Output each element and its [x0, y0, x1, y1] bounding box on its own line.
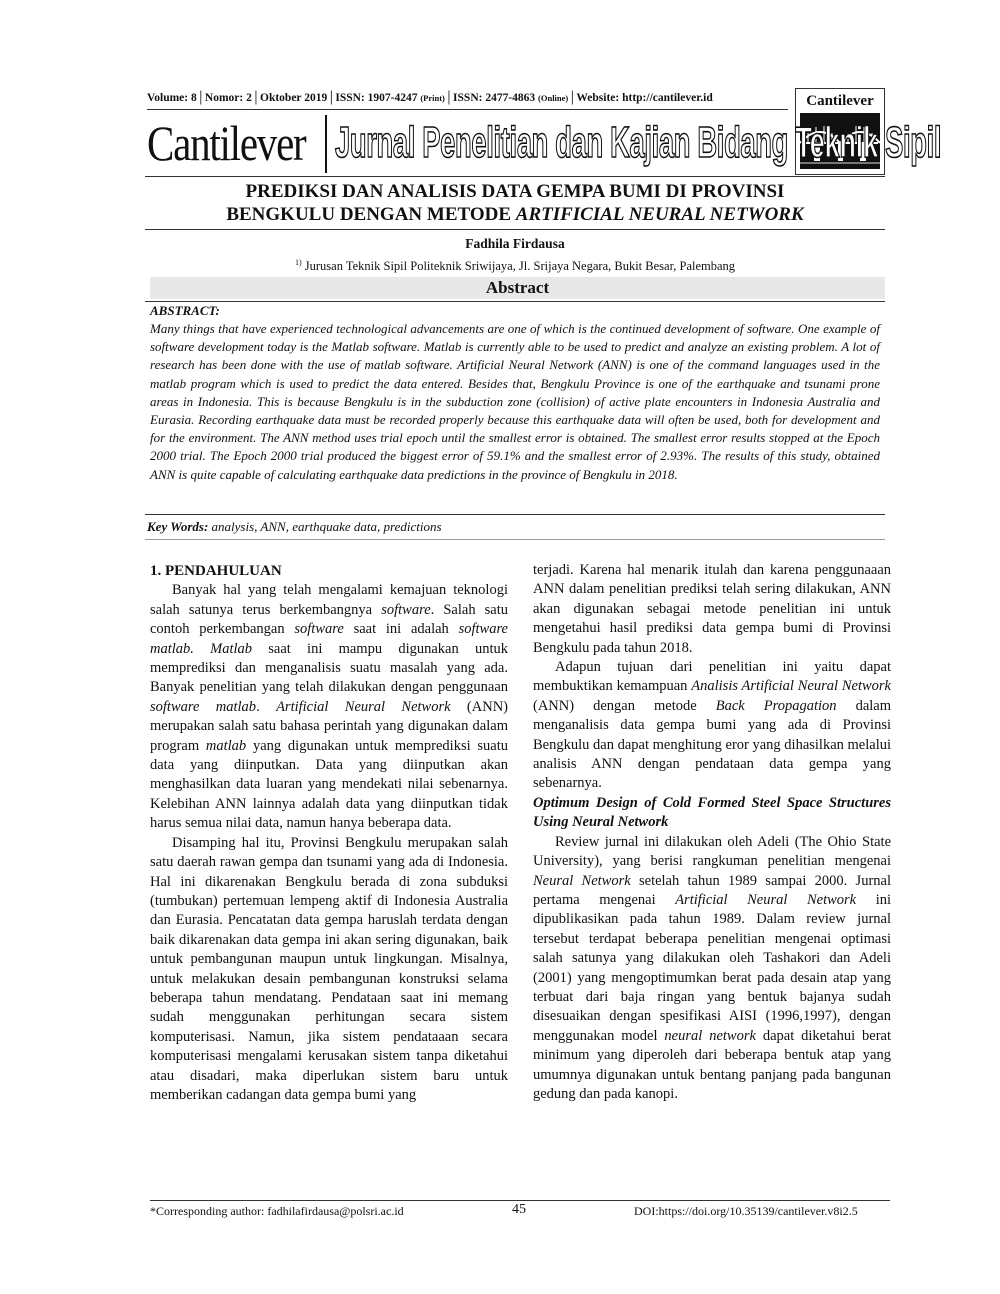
meta-divider [147, 109, 788, 110]
abstract-bottom-divider [145, 514, 885, 515]
keywords-label: Key Words: [147, 519, 209, 534]
left-column [150, 562, 508, 1105]
right-column [533, 561, 891, 1104]
issue-number: Nomor: 2 [204, 92, 252, 104]
abstract-heading: Abstract [150, 277, 885, 299]
abstract-label: ABSTRACT: [150, 303, 220, 318]
author-name: Fadhila Firdausa [465, 236, 565, 251]
keywords-text: analysis, ANN, earthquake data, predictions [208, 519, 442, 534]
journal-meta-line: Volume: 8│Nomor: 2│Oktober 2019│ISSN: 1907-4247 (Print)│ISSN: 2477-4863 (Online)│Website: http://cantilever.id [147, 92, 713, 104]
issn-print: ISSN: 1907-4247 [335, 92, 418, 104]
subsection-heading: Optimum Design of Cold Formed Steel Space Structures Using Neural Network [533, 794, 891, 831]
affiliation [145, 258, 885, 274]
keywords [147, 519, 442, 535]
title-line-1: PREDIKSI DAN ANALISIS DATA GEMPA BUMI DI PROVINSI [245, 181, 785, 202]
issn-online: ISSN: 2477-4863 [453, 92, 536, 104]
paragraph-3: terjadi. Karena hal menarik itulah dan karena penggunaaan ANN dalam penelitian prediksi telah sering dilakukan, ANN akan digunakan sebagai metode penelitian ini untuk mengetahui hasil prediksi data gempa bumi di Provinsi Bengkulu pada tahun 2018. [533, 562, 891, 656]
paragraph-2: Disamping hal itu, Provinsi Bengkulu merupakan salah satu daerah rawan gempa dan tsunami yang ada di Indonesia. Hal ini dikarenakan Bengkulu berada di zona subduksi (tumbukan) pertemuan lempeng aktif di Indonesia Australia dan Eurasia. Pencatatan data gempa haruslah terdata dengan baik dikarenakan data gempa ini akan sering digunakan, baik untuk pembangunan maupun untuk lingkungan. Misalnya, untuk melakukan desain pembangunan konstruksi selama beberapa tahun mendatang. Pendataan saat ini memang sudah menggunakan perhitungan secara sistem komputerisasi. Namun, jika sistem pendataaan secara komputerisasi mengalami kerusakan sistem tanpa diketahui atau disadari, maka diperlukan sistem baru untuk memberikan cadangan data gempa bumi yang [150, 834, 508, 1103]
logo-text: Cantilever [806, 93, 874, 109]
abstract-text: Many things that have experienced technological advancements are one of which is the continued development of software. One example of software development today is the Matlab software. Matlab is currently able to be used to predict and analyze an existing problem. A lot of research has been done with the use of matlab software. Artificial Neural Network (ANN) is one of the command languages used in the matlab program which is used to predict the data entered. Besides that, Bengkulu Province is one of the earthquake and tsunami prone areas in Indonesia. This is because Bengkulu is in the subduction zone (collision) of active plate encounters in Indonesia Australia and Eurasia. Recording earthquake data must be recorded properly because this earthquake data will often be used, both for development and for the environment. The ANN method uses trial epoch until the smallest error is obtained. The smallest error results stopped at the Epoch 2000 trial. The Epoch 2000 trial produced the biggest error of 59.1% and the smallest error of 2.93%. The results of this study, obtained ANN is quite capable of calculating earthquake data predictions in the province of Bengkulu in 2018. [150, 321, 880, 482]
title-line-2-plain: BENGKULU DENGAN METODE [226, 204, 516, 225]
journal-name: Cantilever [147, 115, 306, 171]
volume: Volume: 8 [147, 92, 197, 104]
section-heading: 1. PENDAHULUAN [150, 563, 282, 579]
paragraph-4: Adapun tujuan dari penelitian ini yaitu dapat membuktikan kemampuan Analisis Artificial Neural Network (ANN) dengan metode Back Propagation dalam menganalisis data gempa bumi yang ada di Provinsi Bengkulu dan dapat menghitung eror yang dihasilkan melalui analisis ANN dengan pendataan data gempa yang sebenarnya. [533, 659, 891, 792]
abstract-divider [145, 301, 885, 302]
affiliation-mark: 1) [294, 258, 302, 267]
paragraph-1: Banyak hal yang telah mengalami kemajuan teknologi salah satunya terus berkembangnya software. Salah satu contoh perkembangan software saat ini adalah software matlab. Matlab saat ini mampu digunakan untuk memprediksi dan menganalisis suatu masalah yang ada. Banyak penelitian yang telah dilakukan dengan penggunaan software matlab. Artificial Neural Network (ANN) merupakan salah satu bahasa perintah yang digunakan dalam program matlab yang digunakan untuk memprediksi suatu data yang diinputkan. Data yang diinputkan akan menghasilkan data luaran yang mendekati nilai sebenarnya. Kelebihan ANN lainnya adalah data yang diinputkan tidak harus semua nilai data, namun hanya beberapa data. [150, 582, 509, 832]
website-link[interactable]: cantilever.id [652, 92, 713, 104]
online-tag: (Online) [538, 93, 569, 103]
paragraph-5: Review jurnal ini dilakukan oleh Adeli (The Ohio State University), yang berisi rangkuman penelitian mengenai Neural Network setelah tahun 1989 sampai 2000. Jurnal pertama mengenai Artificial Neural Network ini dipublikasikan pada tahun 1989. Dalam review jurnal tersebut terdapat beberapa penelitian mengenai optimasi salah satunya yang dilakukan oleh Tashakori dan Adeli (2001) yang mengoptimumkan berat pada desain atap yang terbuat dari baja ringan yang bentuk bajanya sudah disesuaikan dengan spesifikasi AISI (1996,1997), dengan menggunakan model neural network dapat diketahui berat minimum yang diperoleh dari beberapa bentuk atap yang umumnya digunakan untuk bentang panjang pada bangunan gedung dan pada kanopi. [533, 833, 892, 1102]
title-divider [145, 229, 885, 230]
print-tag: (Print) [420, 93, 445, 103]
doi-link[interactable]: DOI:https://doi.org/10.35139/cantilever.v8i2.5 [634, 1204, 858, 1218]
title-line-2 [145, 203, 885, 226]
website-label: Website: http:// [576, 92, 653, 104]
corresponding-author: *Corresponding author: fadhilafirdausa@polsri.ac.id [150, 1204, 404, 1218]
header-separator [325, 115, 327, 173]
paper-title [145, 180, 885, 226]
page-number: 45 [512, 1202, 526, 1217]
footer-divider [150, 1200, 890, 1201]
title-line-2-italic: ARTIFICIAL NEURAL NETWORK [515, 204, 804, 225]
keywords-divider [145, 539, 885, 540]
journal-subtitle: Jurnal Penelitian dan Kajian Bidang Teknik Sipil [335, 118, 942, 167]
header-divider [145, 176, 885, 177]
issue-date: Oktober 2019 [260, 92, 328, 104]
affiliation-text: Jurusan Teknik Sipil Politeknik Sriwijaya, Jl. Srijaya Negara, Bukit Besar, Palembang [301, 259, 736, 274]
